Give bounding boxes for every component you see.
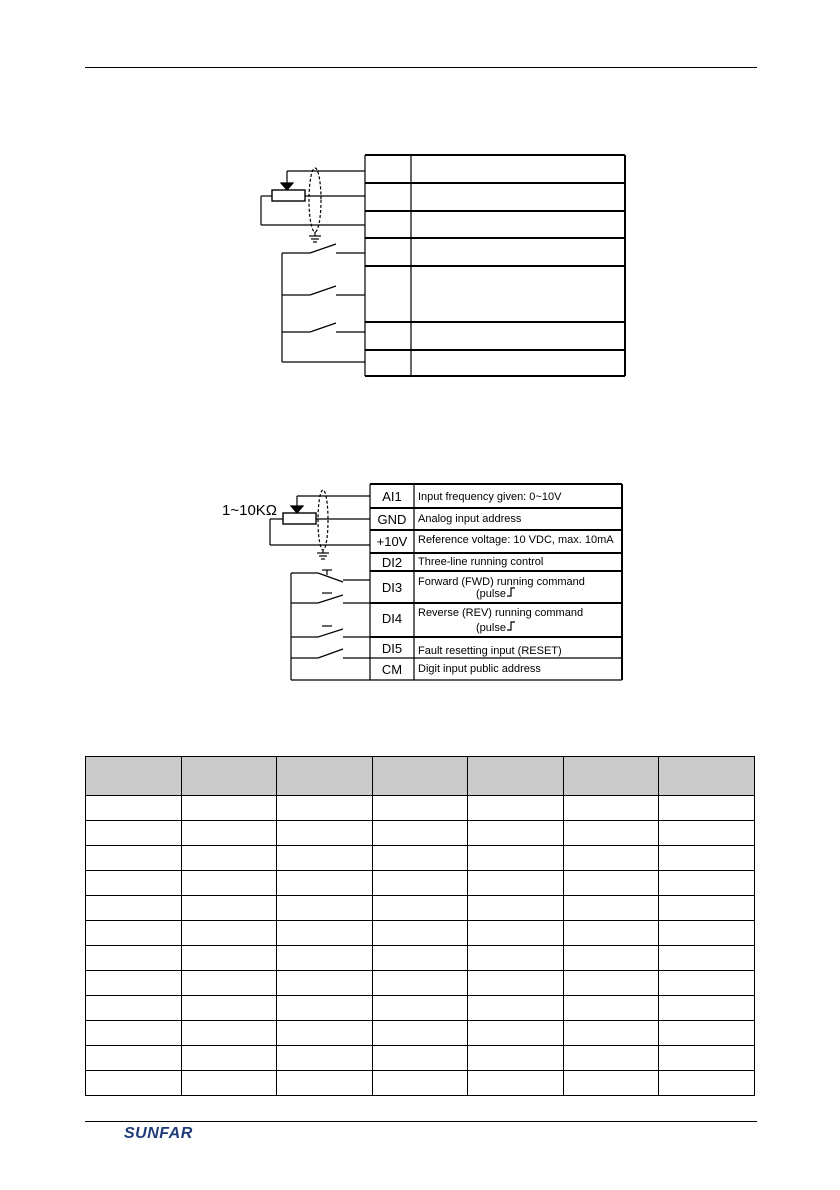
table-cell — [659, 946, 755, 971]
table-cell — [372, 871, 468, 896]
terminal-di4: DI4 — [381, 611, 403, 626]
table-cell — [86, 971, 182, 996]
table-cell — [372, 921, 468, 946]
table-cell — [372, 1021, 468, 1046]
parameter-table — [85, 756, 755, 1096]
terminal-di2: DI2 — [381, 555, 403, 570]
table-cell — [181, 946, 277, 971]
table-cell — [563, 996, 659, 1021]
table-cell — [468, 846, 564, 871]
table-cell — [659, 971, 755, 996]
table-cell — [468, 1021, 564, 1046]
desc-di5: Fault resetting input (RESET) — [418, 645, 562, 657]
table-header-cell — [372, 757, 468, 796]
table-header-cell — [86, 757, 182, 796]
table-cell — [468, 921, 564, 946]
table-cell — [181, 921, 277, 946]
pulse-di3: (pulse — [476, 588, 506, 600]
table-cell — [86, 846, 182, 871]
table-cell — [86, 821, 182, 846]
desc-10v: Reference voltage: 10 VDC, max. 10mA — [418, 534, 614, 546]
table-row — [86, 971, 755, 996]
table-cell — [86, 896, 182, 921]
table-row — [86, 1071, 755, 1096]
table-cell — [181, 796, 277, 821]
table-cell — [277, 821, 373, 846]
table-cell — [372, 996, 468, 1021]
table-cell — [372, 946, 468, 971]
table-body — [86, 796, 755, 1096]
desc-di2: Three-line running control — [418, 556, 544, 568]
table-cell — [563, 921, 659, 946]
table-cell — [563, 896, 659, 921]
table-cell — [468, 971, 564, 996]
table-cell — [372, 821, 468, 846]
table-row — [86, 1046, 755, 1071]
table-cell — [563, 1071, 659, 1096]
table-cell — [659, 921, 755, 946]
table-cell — [468, 946, 564, 971]
table-cell — [181, 996, 277, 1021]
terminal-ai1: AI1 — [382, 489, 402, 504]
footer-rule — [85, 1121, 757, 1122]
table-cell — [372, 896, 468, 921]
table-cell — [563, 821, 659, 846]
table-cell — [277, 1046, 373, 1071]
table-cell — [181, 896, 277, 921]
table-cell — [181, 1046, 277, 1071]
table-cell — [372, 1071, 468, 1096]
table-row — [86, 1021, 755, 1046]
table-cell — [181, 1071, 277, 1096]
table-cell — [563, 796, 659, 821]
desc-ai1: Input frequency given: 0~10V — [418, 491, 562, 503]
table-cell — [659, 871, 755, 896]
table-cell — [563, 946, 659, 971]
table-cell — [563, 1046, 659, 1071]
table-cell — [563, 1021, 659, 1046]
table-cell — [86, 1046, 182, 1071]
table-row — [86, 796, 755, 821]
terminal-cm: CM — [381, 662, 403, 677]
table-row — [86, 821, 755, 846]
terminal-di5: DI5 — [381, 641, 403, 656]
desc-di3: Forward (FWD) running command — [418, 576, 585, 588]
desc-cm: Digit input public address — [418, 663, 541, 675]
pulse-di4: (pulse — [476, 622, 506, 634]
table-cell — [86, 946, 182, 971]
brand-logo: SUNFAR — [124, 1125, 193, 1142]
table-cell — [659, 896, 755, 921]
table-cell — [277, 1071, 373, 1096]
table-cell — [181, 1021, 277, 1046]
table-cell — [277, 896, 373, 921]
table-cell — [372, 846, 468, 871]
table-cell — [659, 1071, 755, 1096]
table-cell — [181, 971, 277, 996]
table-header-cell — [181, 757, 277, 796]
table-cell — [277, 946, 373, 971]
table-header-cell — [468, 757, 564, 796]
table-row — [86, 896, 755, 921]
table-header-cell — [277, 757, 373, 796]
table-header-cell — [563, 757, 659, 796]
terminal-gnd: GND — [377, 512, 407, 527]
table-cell — [86, 796, 182, 821]
table-cell — [659, 1046, 755, 1071]
table-row — [86, 846, 755, 871]
table-cell — [468, 1046, 564, 1071]
table-cell — [86, 996, 182, 1021]
desc-gnd: Analog input address — [418, 513, 522, 525]
table-cell — [563, 846, 659, 871]
table-cell — [372, 796, 468, 821]
table-cell — [659, 1021, 755, 1046]
table-cell — [659, 821, 755, 846]
table-cell — [181, 821, 277, 846]
resistor-label: 1~10KΩ — [222, 502, 278, 519]
table-cell — [277, 971, 373, 996]
table-cell — [277, 796, 373, 821]
table-cell — [277, 1021, 373, 1046]
table-row — [86, 996, 755, 1021]
table-cell — [277, 871, 373, 896]
table-cell — [468, 896, 564, 921]
table-cell — [86, 871, 182, 896]
table-cell — [86, 1021, 182, 1046]
table-cell — [277, 921, 373, 946]
table-cell — [86, 1071, 182, 1096]
table-row — [86, 871, 755, 896]
desc-di4: Reverse (REV) running command — [418, 607, 584, 619]
table-cell — [468, 1071, 564, 1096]
table-cell — [563, 871, 659, 896]
terminal-10v: +10V — [376, 534, 408, 549]
table-header-cell — [659, 757, 755, 796]
table-cell — [277, 846, 373, 871]
table-cell — [659, 846, 755, 871]
table-cell — [181, 871, 277, 896]
table-cell — [86, 921, 182, 946]
table-cell — [468, 796, 564, 821]
table-row — [86, 946, 755, 971]
table-row — [86, 921, 755, 946]
table-cell — [468, 821, 564, 846]
table-cell — [563, 971, 659, 996]
table-cell — [468, 996, 564, 1021]
table-cell — [277, 996, 373, 1021]
terminal-rows — [377, 489, 615, 677]
table-cell — [372, 971, 468, 996]
table-cell — [659, 796, 755, 821]
table-cell — [468, 871, 564, 896]
table-cell — [659, 996, 755, 1021]
terminal-di3: DI3 — [381, 580, 403, 595]
table-header-row — [86, 757, 755, 796]
table-cell — [372, 1046, 468, 1071]
table-cell — [181, 846, 277, 871]
